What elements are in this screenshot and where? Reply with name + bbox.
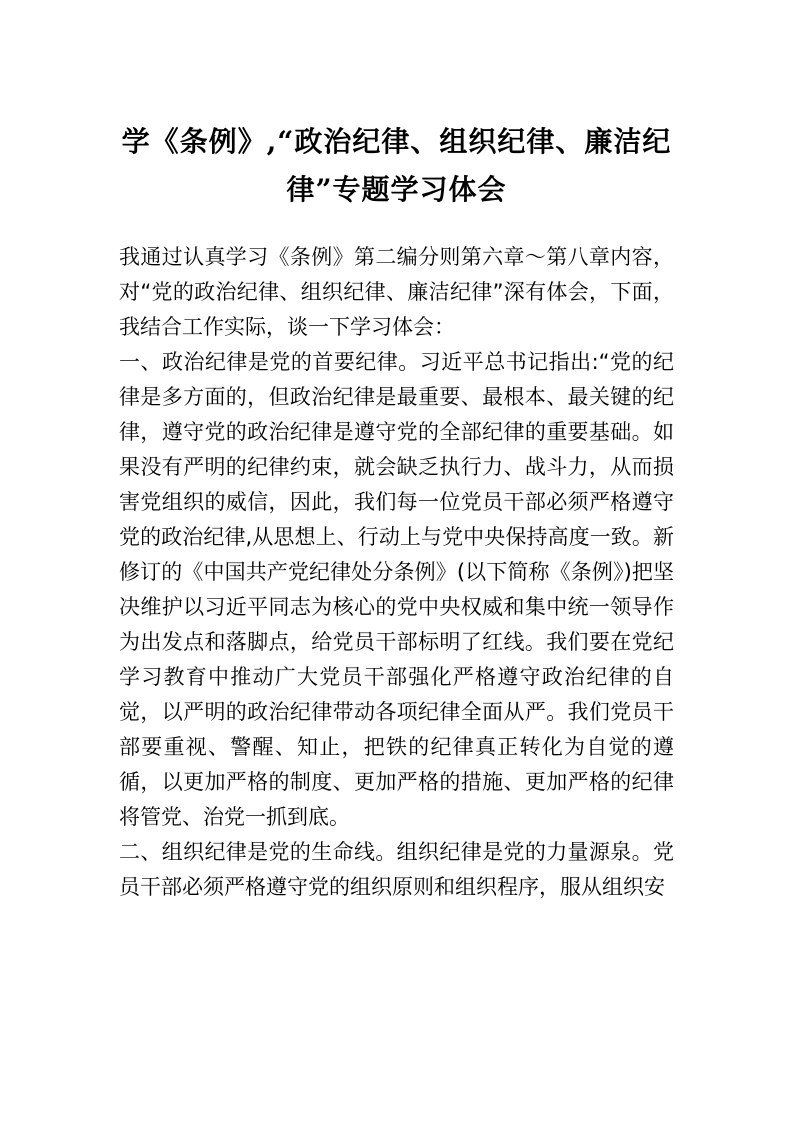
paragraph-organizational-discipline: 二、组织纪律是党的生命线。组织纪律是党的力量源泉。党员干部必须严格遵守党的组织原则和组织程序，服从组织安: [119, 840, 674, 899]
document-body: [119, 240, 674, 905]
document-title: 学《条例》,“政治纪律、组织纪律、廉洁纪律”专题学习体会: [121, 125, 672, 206]
paragraph-intro: 我通过认真学习《条例》第二编分则第六章～第八章内容，对“党的政治纪律、组织纪律、廉洁纪律”深有体会，下面，我结合工作实际，谈一下学习体会：: [119, 245, 674, 339]
paragraph-political-discipline: 一、政治纪律是党的首要纪律。习近平总书记指出:“党的纪律是多方面的，但政治纪律是最重要、最根本、最关键的纪律，遵守党的政治纪律是遵守党的全部纪律的重要基础。如果没有严明的纪律约束，就会缺乏执行力、战斗力，从而损害党组织的威信，因此，我们每一位党员干部必须严格遵守党的政治纪律,从思想上、行动上与党中央保持高度一致。新修订的《中国共产党纪律处分条例》(以下简称《条例》)把坚决维护以习近平同志为核心的党中央权威和集中统一领导作为出发点和落脚点，给党员干部标明了红线。我们要在党纪学习教育中推动广大党员干部强化严格遵守政治纪律的自觉，以严明的政治纪律带动各项纪律全面从严。我们党员干部要重视、警醒、知止，把铁的纪律真正转化为自觉的遵循，以更加严格的制度、更加严格的措施、更加严格的纪律将管党、治党一抓到底。: [119, 350, 674, 829]
